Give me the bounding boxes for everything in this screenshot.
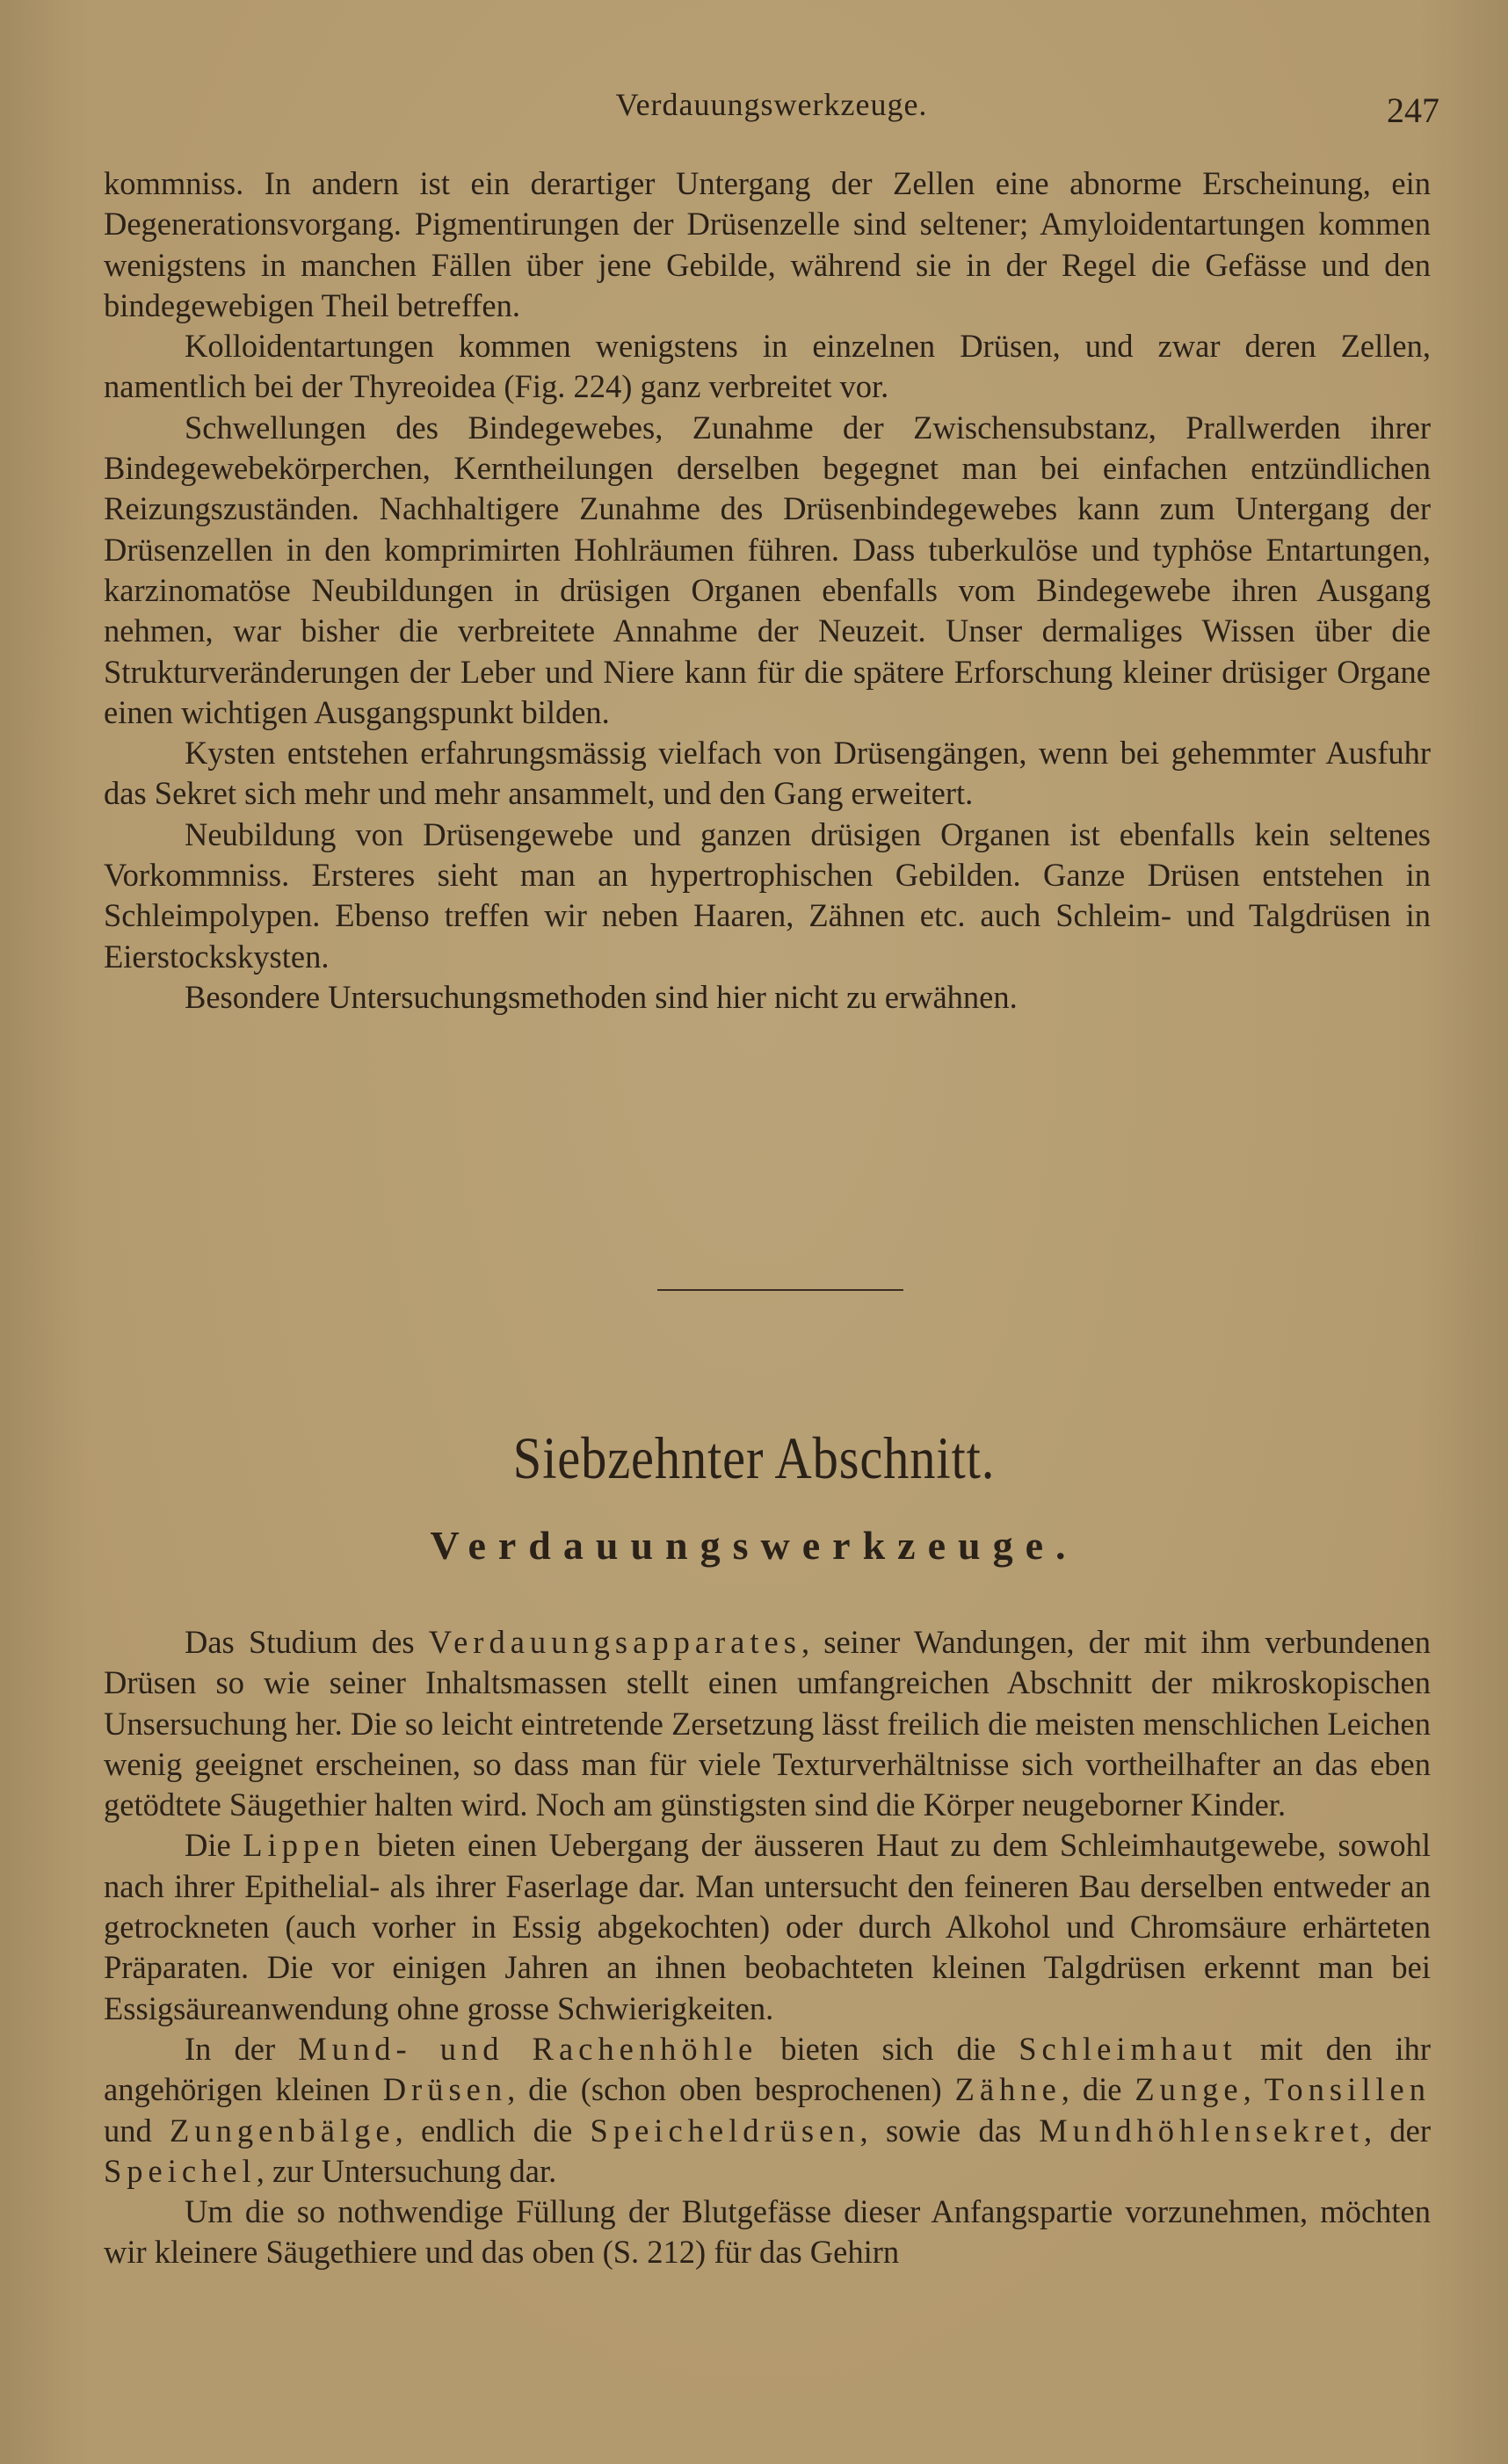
text-run: In der	[185, 2030, 299, 2067]
paragraph-mouth	[104, 2029, 1431, 2192]
text-run: und	[104, 2112, 170, 2149]
running-title: Verdauungswerkzeuge.	[615, 87, 928, 122]
emphasized-term: Drüsen	[382, 2071, 508, 2108]
paragraph: Besondere Untersuchungsmethoden sind hier nicht zu erwähnen.	[185, 978, 1018, 1015]
emphasized-term: Zunge	[1135, 2071, 1243, 2108]
paragraph: Kysten entstehen erfahrungsmässig vielfach von Drüsengängen, wenn bei gehemmter Ausfuhr das Sekret sich mehr und mehr ansammelt, und den Gang erweitert.	[104, 735, 1431, 812]
emphasized-term: Tonsillen	[1264, 2071, 1432, 2108]
paragraph: Kolloidentartungen kommen wenigstens in einzelnen Drüsen, und zwar deren Zellen, namentlich bei der Thyreoidea (Fig. 224) ganz verbreitet vor.	[104, 328, 1431, 405]
top-text-block	[104, 163, 1431, 1018]
text-run: ,	[1243, 2071, 1265, 2108]
section-title: Siebzehnter Abschnitt.	[512, 1424, 996, 1491]
emphasized-term: Zähne	[954, 2071, 1062, 2108]
paragraph-blood-vessels: Um die so nothwendige Füllung der Blutgefässe dieser Anfangspartie vorzunehmen, möchten wir kleinere Säugethiere und das oben (S. 212) für das Gehirn	[104, 2193, 1431, 2271]
emphasized-term: Mund- und Rachenhöhle	[298, 2030, 758, 2067]
emphasized-term: Zungenbälge	[170, 2112, 395, 2149]
emphasized-term: Speicheldrüsen	[590, 2112, 860, 2149]
text-run: , sowie das	[859, 2112, 1040, 2149]
text-run: , endlich die	[395, 2112, 591, 2149]
paragraph: Schwellungen des Bindegewebes, Zunahme der Zwischensubstanz, Prallwerden ihrer Bindegewebekörperchen, Kerntheilungen derselben begegnet man bei einfachen entzündlichen Reizungszuständen. Nachhaltigere Zunahme des Drüsenbindegewebes kann zum Untergang der Drüsenzellen in den komprimirten Hohlräumen führen. Dass tuberkulöse und typhöse Entartungen, karzinomatöse Neubildungen in drüsigen Organen ebenfalls vom Bindegewebe ihren Ausgang nehmen, war bisher die verbreitete Annahme der Neuzeit. Unser dermaliges Wissen über die Strukturveränderungen der Leber und Niere kann für die spätere Erforschung kleiner drüsiger Organe einen wichtigen Ausgangspunkt bilden.	[104, 409, 1431, 730]
text-run: mit den ihr angehörigen kleinen	[104, 2030, 1432, 2108]
emphasized-term: Lippen	[243, 1827, 366, 1864]
emphasized-term: Speichel	[104, 2152, 257, 2189]
text-run: , die (schon oben besprochenen)	[507, 2071, 955, 2108]
page-number: 247	[1387, 91, 1439, 130]
section-divider	[657, 1289, 903, 1291]
text-run: Das Studium des	[185, 1624, 429, 1660]
text-run: , die	[1061, 2071, 1135, 2108]
text-run: bieten sich die	[758, 2030, 1019, 2067]
text-run: Die	[185, 1827, 243, 1864]
emphasized-term: Verdauungsapparates	[428, 1624, 801, 1660]
bottom-text-block	[104, 1622, 1431, 2273]
emphasized-term: Mundhöhlensekret	[1039, 2112, 1364, 2149]
paragraph: Neubildung von Drüsengewebe und ganzen drüsigen Organen ist ebenfalls kein seltenes Vorkommniss. Ersteres sieht man an hypertrophischen Gebilden. Ganze Drüsen entstehen in Schleimpolypen. Ebenso treffen wir neben Haaren, Zähnen etc. auch Schleim- und Talgdrüsen in Eierstockskysten.	[104, 815, 1431, 975]
text-run: , der	[1364, 2112, 1432, 2149]
running-header	[104, 81, 1439, 134]
section-subtitle: Verdauungswerkzeuge.	[430, 1523, 1078, 1568]
text-run: , zur Untersuchung dar.	[256, 2152, 557, 2189]
text-run: , seiner Wandungen, der mit ihm verbundenen Drüsen so wie seiner Inhaltsmassen stellt einen umfangreichen Abschnitt der mikroskopischen Unsersuchung her. Die so leicht eintretende Zersetzung lässt freilich die meisten menschlichen Leichen wenig geeignet erscheinen, so dass man für viele Texturverhältnisse sich vortheilhafter an das eben getödtete Säugethier halten wird. Noch am günstigsten sind die Körper neugeborner Kinder.	[104, 1624, 1431, 1823]
paragraph: kommniss. In andern ist ein derartiger Untergang der Zellen eine abnorme Erscheinung, ein Degenerationsvorgang. Pigmentirungen der Drüsenzelle sind seltener; Amyloidentartungen kommen wenigstens in manchen Fällen über jene Gebilde, während sie in der Regel die Gefässe und den bindegewebigen Theil betreffen.	[104, 165, 1431, 323]
emphasized-term: Schleimhaut	[1019, 2030, 1237, 2067]
paragraph-lips	[104, 1825, 1431, 2028]
text-run: bieten einen Uebergang der äusseren Haut zu dem Schleimhautgewebe, sowohl nach ihrer Epithelial- als ihrer Faserlage dar. Man untersucht den feineren Bau derselben entweder an getrockneten (auch vorher in Essig abgekochten) oder durch Alkohol und Chromsäure erhärteten Präparaten. Die vor einigen Jahren an ihnen beobachteten kleinen Talgdrüsen erkennt man bei Essigsäureanwendung ohne grosse Schwierigkeiten.	[104, 1827, 1431, 2026]
paragraph-intro	[104, 1622, 1431, 1825]
